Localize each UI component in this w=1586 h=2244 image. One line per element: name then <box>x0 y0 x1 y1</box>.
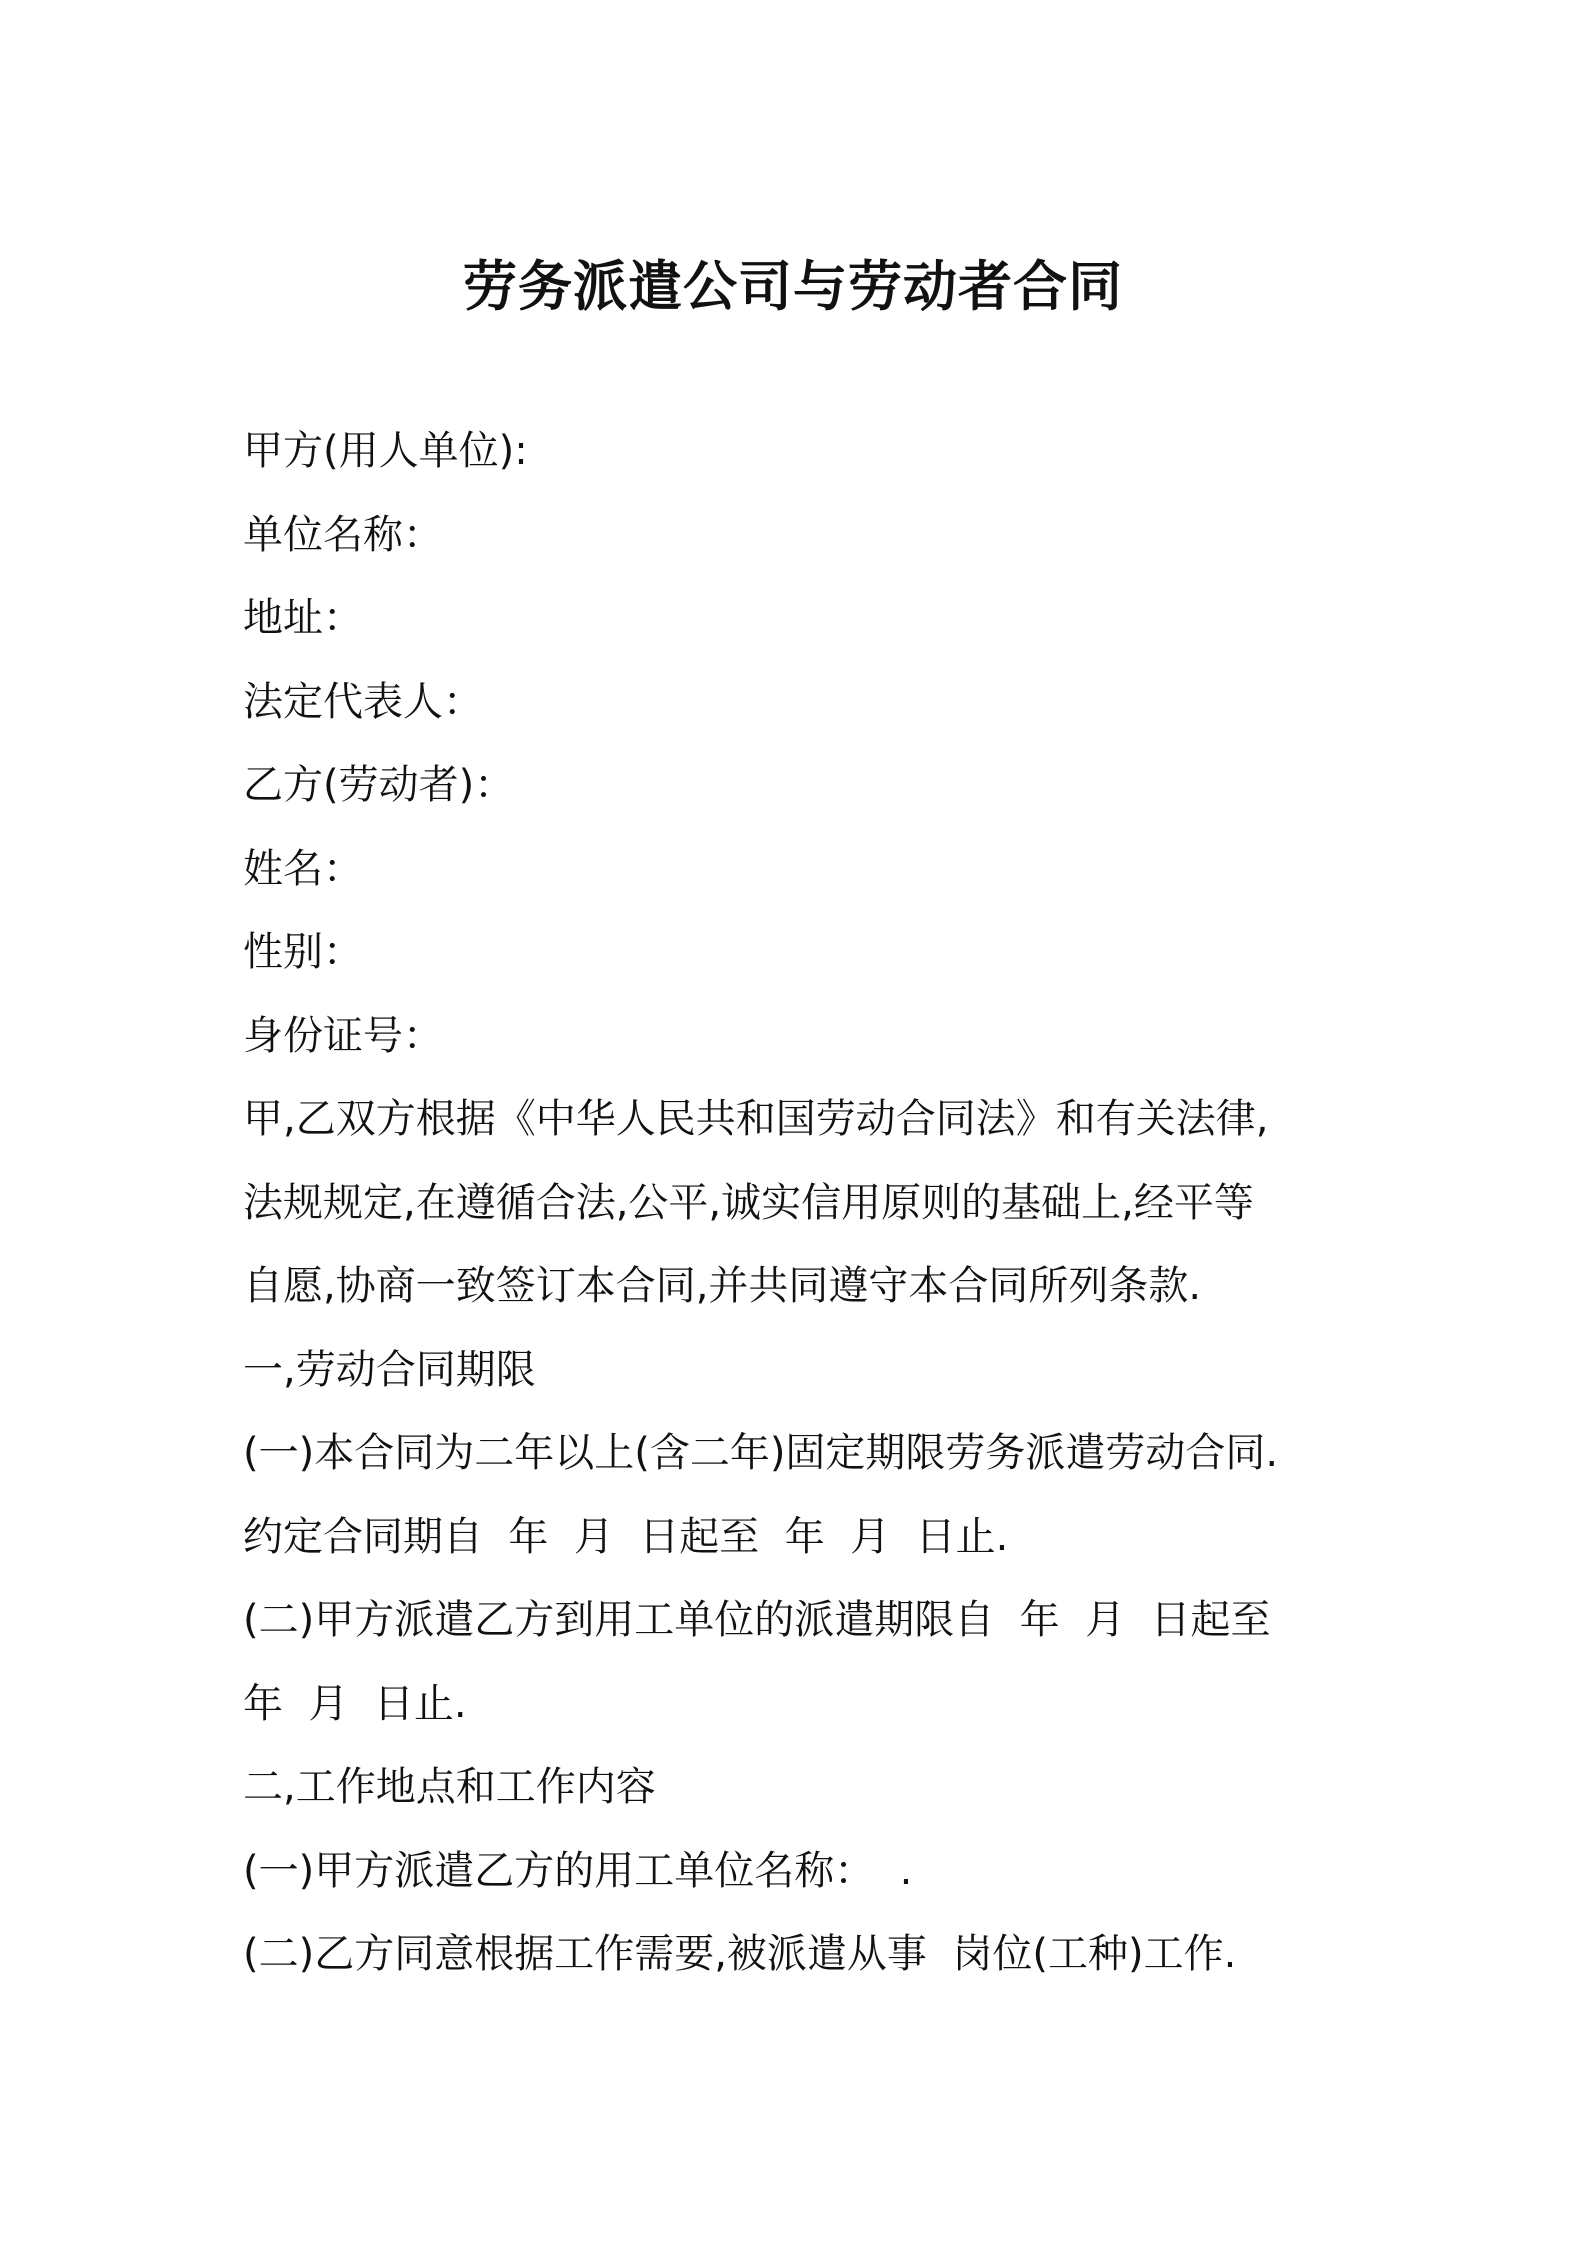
clause-1-2-line-1: (二)甲方派遣乙方到用工单位的派遣期限自 年 月 日起至 <box>243 1597 1271 1643</box>
company-name-field: 单位名称： <box>243 511 443 558</box>
address-field: 地址： <box>243 595 363 641</box>
party-a-heading: 甲方(用人单位): <box>243 428 528 474</box>
gender-field: 性别： <box>243 929 363 975</box>
clause-1-1-line-2: 约定合同期自 年 月 日起至 年 月 日止. <box>243 1513 1009 1560</box>
preamble-line-2: 法规规定,在遵循合法,公平,诚实信用原则的基础上,经平等 <box>243 1179 1254 1226</box>
section-2-heading: 二,工作地点和工作内容 <box>243 1764 656 1810</box>
document-title: 劳务派遣公司与劳动者合同 <box>463 255 1123 318</box>
clause-2-2: (二)乙方同意根据工作需要,被派遣从事 岗位(工种)工作. <box>243 1931 1237 1977</box>
name-field: 姓名： <box>243 845 363 892</box>
clause-2-1: (一)甲方派遣乙方的用工单位名称： . <box>243 1847 913 1894</box>
preamble-line-1: 甲,乙双方根据《中华人民共和国劳动合同法》和有关法律, <box>243 1096 1269 1142</box>
preamble-line-3: 自愿,协商一致签订本合同,并共同遵守本合同所列条款. <box>243 1263 1202 1309</box>
clause-1-2-line-2: 年 月 日止. <box>243 1680 467 1727</box>
document-body <box>243 410 1363 1997</box>
clause-1-1-line-1: (一)本合同为二年以上(含二年)固定期限劳务派遣劳动合同. <box>243 1430 1279 1476</box>
party-b-heading: 乙方(劳动者)： <box>243 762 515 808</box>
id-number-field: 身份证号： <box>243 1012 443 1059</box>
legal-representative-field: 法定代表人： <box>243 678 483 725</box>
section-1-heading: 一,劳动合同期限 <box>243 1346 536 1393</box>
